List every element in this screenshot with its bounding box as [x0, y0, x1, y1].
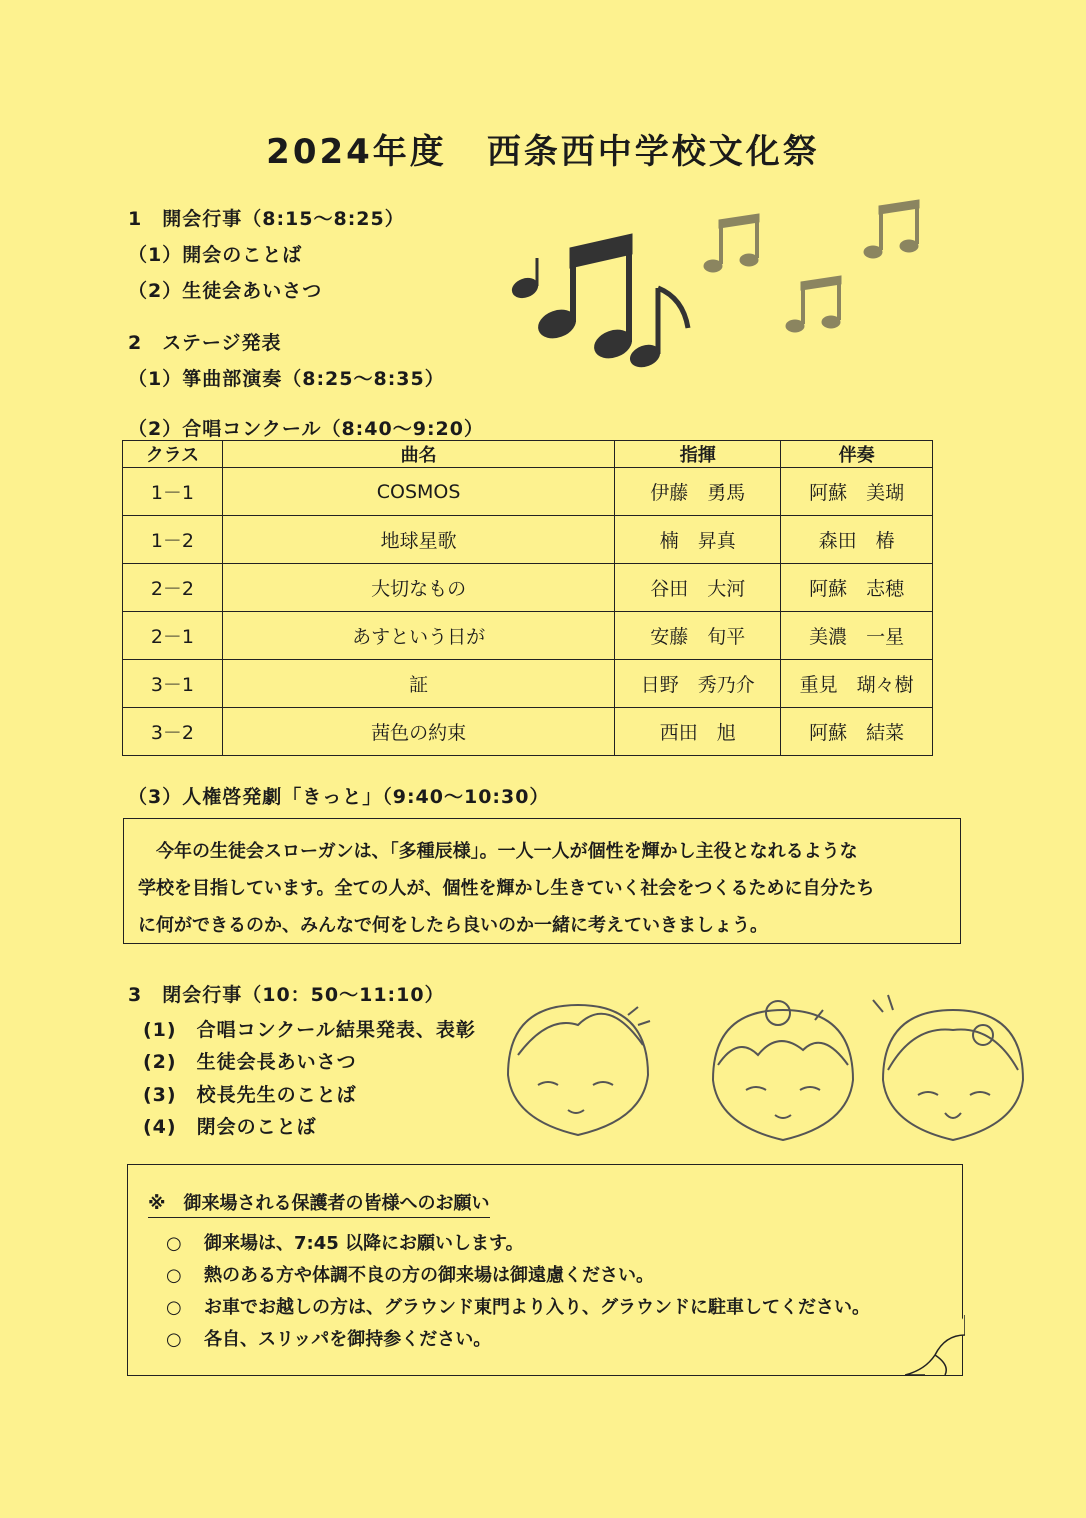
notice-item	[166, 1261, 654, 1287]
section2-item-3: （3）人権啓発劇「きっと」（9:40～10:30）	[128, 786, 550, 808]
slogan-line-2: 学校を目指しています。全ての人が、個性を輝かし生きていく社会をつくるために自分たち	[138, 878, 875, 899]
section1-item-2: （2）生徒会あいさつ	[128, 280, 323, 302]
accompanist-cell: 森田 椿	[781, 516, 933, 564]
header-song: 曲名	[222, 441, 615, 468]
slogan-box	[123, 818, 961, 944]
song-cell: COSMOS	[222, 468, 615, 516]
notice-heading: ※ 御来場される保護者の皆様へのお願い	[148, 1189, 490, 1218]
table-header-row	[123, 441, 933, 468]
class-cell: 1－2	[123, 516, 223, 564]
class-cell: 3－2	[123, 708, 223, 756]
notice-item	[166, 1325, 491, 1351]
class-cell: 3－1	[123, 660, 223, 708]
section3-item-3: (3) 校長先生のことば	[143, 1084, 357, 1106]
notice-item-text: 各自、スリッパを御持参ください。	[204, 1329, 492, 1350]
song-cell: 茜色の約束	[222, 708, 615, 756]
circle-marker-icon: ○	[166, 1233, 182, 1254]
conductor-cell: 日野 秀乃介	[615, 660, 781, 708]
conductor-cell: 楠 昇真	[615, 516, 781, 564]
section2-heading: 2 ステージ発表	[128, 332, 282, 354]
title-event: 西条西中学校文化祭	[486, 132, 820, 172]
section1-heading: 1 開会行事（8:15～8:25）	[128, 208, 405, 230]
table-row	[123, 708, 933, 756]
accompanist-cell: 美濃 一星	[781, 612, 933, 660]
section3-item-1: (1) 合唱コンクール結果発表、表彰	[143, 1019, 476, 1041]
accompanist-cell: 重見 瑚々樹	[781, 660, 933, 708]
notice-item	[166, 1293, 870, 1319]
class-cell: 1－1	[123, 468, 223, 516]
section2-item-1: （1）箏曲部演奏（8:25～8:35）	[128, 368, 445, 390]
conductor-cell: 谷田 大河	[615, 564, 781, 612]
page-curl-icon	[905, 1315, 965, 1375]
song-cell: 地球星歌	[222, 516, 615, 564]
table-row	[123, 612, 933, 660]
song-cell: 証	[222, 660, 615, 708]
page-title	[0, 124, 1086, 173]
section3-item-4: (4) 閉会のことば	[143, 1116, 317, 1138]
circle-marker-icon: ○	[166, 1329, 182, 1350]
accompanist-cell: 阿蘇 志穂	[781, 564, 933, 612]
notice-item-text: 御来場は、7:45 以降にお願いします。	[204, 1233, 524, 1254]
section3-heading: 3 閉会行事（10：50～11:10）	[128, 984, 445, 1006]
conductor-cell: 安藤 旬平	[615, 612, 781, 660]
song-cell: 大切なもの	[222, 564, 615, 612]
conductor-cell: 伊藤 勇馬	[615, 468, 781, 516]
slogan-line-3: に何ができるのか、みんなで何をしたら良いのか一緒に考えていきましょう。	[138, 915, 768, 936]
conductor-cell: 西田 旭	[615, 708, 781, 756]
class-cell: 2－2	[123, 564, 223, 612]
table-row	[123, 516, 933, 564]
header-conductor: 指揮	[615, 441, 781, 468]
section3-item-2: (2) 生徒会長あいさつ	[143, 1051, 357, 1073]
header-accompanist: 伴奏	[781, 441, 933, 468]
slogan-line-1: 今年の生徒会スローガンは、「多種辰様」。一人一人が個性を輝かし主役となれるような	[156, 841, 858, 862]
song-cell: あすという日が	[222, 612, 615, 660]
chorus-table	[122, 440, 933, 756]
table-row	[123, 564, 933, 612]
section1-item-1: （1）開会のことば	[128, 244, 303, 266]
class-cell: 2－1	[123, 612, 223, 660]
notice-item-text: お車でお越しの方は、グラウンド東門より入り、グラウンドに駐車してください。	[204, 1297, 870, 1318]
accompanist-cell: 阿蘇 結菜	[781, 708, 933, 756]
accompanist-cell: 阿蘇 美瑚	[781, 468, 933, 516]
header-class: クラス	[123, 441, 223, 468]
table-row	[123, 468, 933, 516]
section2-item-2: （2）合唱コンクール（8:40～9:20）	[128, 418, 484, 440]
character-drawing-icon	[478, 985, 1038, 1150]
circle-marker-icon: ○	[166, 1265, 182, 1286]
table-row	[123, 660, 933, 708]
notice-item	[166, 1229, 524, 1255]
notice-box	[127, 1164, 963, 1376]
title-year: 2024年度	[266, 132, 447, 172]
notice-item-text: 熱のある方や体調不良の方の御来場は御遠慮ください。	[204, 1265, 654, 1286]
music-notes-icon	[495, 196, 935, 386]
circle-marker-icon: ○	[166, 1297, 182, 1318]
